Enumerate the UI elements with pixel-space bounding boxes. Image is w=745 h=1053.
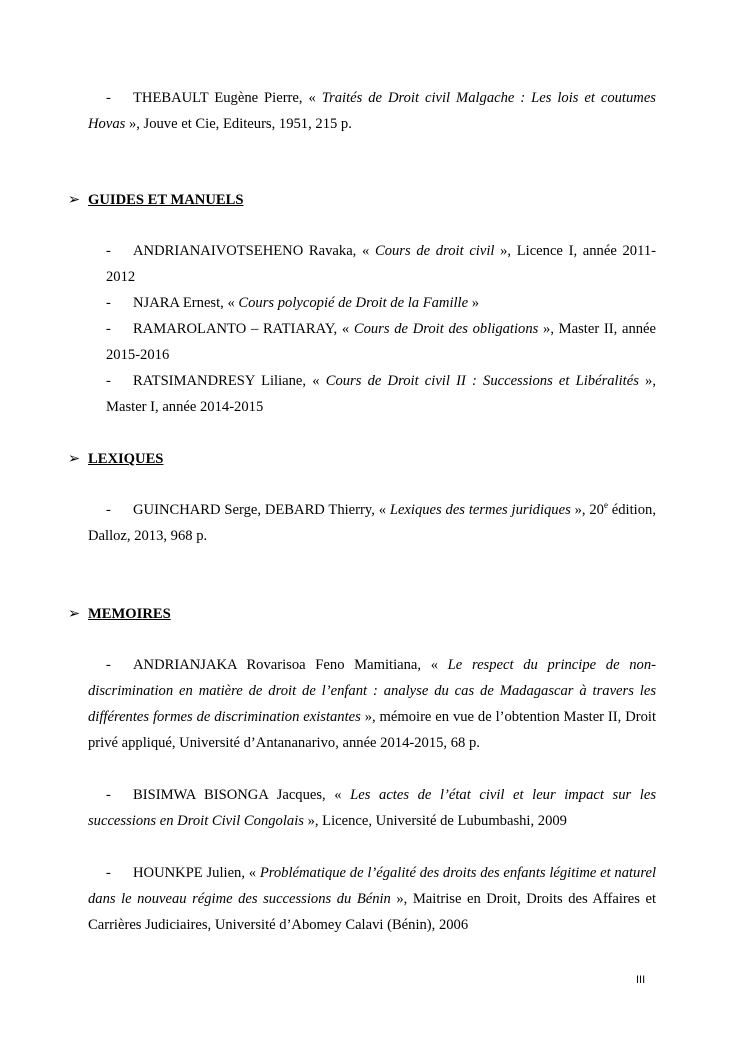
entry-title: Cours de Droit civil II : Successions et Libéralités	[325, 373, 639, 389]
list-dash: -	[106, 373, 111, 389]
entry-author: THEBAULT Eugène Pierre, «	[133, 90, 322, 106]
section-heading-memoires	[68, 604, 171, 624]
entry-author: ANDRIANAIVOTSEHENO Ravaka, «	[133, 243, 375, 259]
section-heading-guides	[68, 190, 243, 210]
entry-title: Traités de Droit civil Malgache : Les lois et coutumes Hovas	[88, 90, 656, 132]
list-dash: -	[106, 657, 111, 673]
bibliography-entry	[88, 652, 656, 756]
entry-details: »	[468, 295, 480, 311]
entry-author: RATSIMANDRESY Liliane, «	[133, 373, 326, 389]
bibliography-entry	[88, 860, 656, 938]
bibliography-entry	[88, 85, 656, 137]
entry-details: », mémoire en vue de l’obtention Master II, Droit privé appliqué, Université d’Antananarivo, année 2014-2015, 68 p.	[88, 709, 656, 751]
arrow-bullet-icon: ➢	[68, 606, 81, 622]
bibliography-entry	[88, 497, 656, 549]
entry-details: », 20	[570, 502, 604, 518]
bibliography-entry	[106, 316, 656, 368]
entry-details: », Master II, année 2015-2016	[106, 321, 656, 363]
entry-title: Cours polycopié de Droit de la Famille	[238, 295, 469, 311]
list-dash: -	[106, 502, 111, 518]
section-title: LEXIQUES	[88, 451, 164, 467]
entry-details: édition, Dalloz, 2013, 968 p.	[88, 502, 656, 544]
superscript: e	[603, 500, 608, 511]
list-dash: -	[106, 295, 111, 311]
entry-details: », Maitrise en Droit, Droits des Affaires et Carrières Judiciaires, Université d’Abomey Calavi (Bénin), 2006	[88, 891, 656, 933]
entry-title: Problématique de l’égalité des droits des enfants légitime et naturel dans le nouveau régime des successions du Bénin	[88, 865, 657, 907]
bibliography-entry	[88, 782, 656, 834]
list-dash: -	[106, 787, 111, 803]
entry-details: », Licence I, année 2011-2012	[106, 243, 656, 285]
entry-author: BISIMWA BISONGA Jacques, «	[133, 787, 351, 803]
entry-title: Le respect du principe de non-discrimination en matière de droit de l’enfant : analyse du cas de Madagascar à travers les différentes formes de discrimination existantes	[88, 657, 656, 725]
list-dash: -	[106, 865, 111, 881]
list-dash: -	[106, 321, 111, 337]
entry-details: », Jouve et Cie, Editeurs, 1951, 215 p.	[125, 116, 352, 132]
entry-title: Cours de droit civil	[374, 243, 495, 259]
section-title: MEMOIRES	[88, 606, 171, 622]
entry-author: HOUNKPE Julien, «	[133, 865, 260, 881]
entry-title: Lexiques des termes juridiques	[389, 502, 571, 518]
entry-author: ANDRIANJAKA Rovarisoa Feno Mamitiana, «	[133, 657, 448, 673]
entry-details: », Master I, année 2014-2015	[106, 373, 656, 415]
entry-author: GUINCHARD Serge, DEBARD Thierry, «	[133, 502, 390, 518]
list-dash: -	[106, 90, 111, 106]
bibliography-entry	[106, 238, 656, 290]
entry-title: Les actes de l’état civil et leur impact sur les successions en Droit Civil Congolais	[88, 787, 656, 829]
arrow-bullet-icon: ➢	[68, 192, 81, 208]
section-title: GUIDES ET MANUELS	[88, 192, 244, 208]
section-heading-lexiques	[68, 449, 163, 469]
entry-title: Cours de Droit des obligations	[353, 321, 539, 337]
list-dash: -	[106, 243, 111, 259]
arrow-bullet-icon: ➢	[68, 451, 81, 467]
bibliography-entry	[106, 368, 656, 420]
page-number: III	[636, 974, 646, 986]
entry-details: », Licence, Université de Lubumbashi, 2009	[303, 813, 567, 829]
entry-author: NJARA Ernest, «	[133, 295, 239, 311]
bibliography-entry	[106, 290, 656, 316]
entry-author: RAMAROLANTO – RATIARAY, «	[133, 321, 354, 337]
